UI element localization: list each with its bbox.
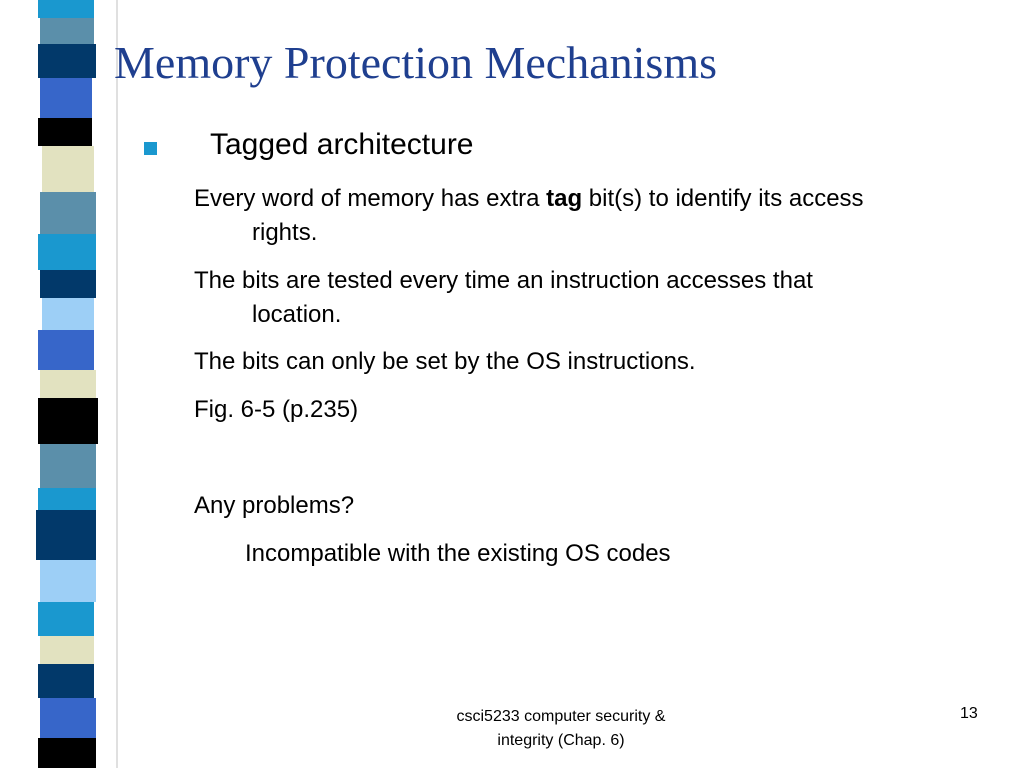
paragraph-tested (194, 264, 813, 332)
stripe-block (38, 664, 94, 698)
stripe-block (42, 146, 94, 192)
footer-line: integrity (Chap. 6) (497, 732, 625, 749)
stripe-block (40, 560, 96, 602)
paragraph-answer: Incompatible with the existing OS codes (245, 540, 671, 567)
stripe-block (40, 18, 94, 44)
stripe-block (38, 44, 96, 78)
bold-term: tag (546, 185, 583, 212)
continuation-line: location. (252, 301, 342, 328)
stripe-block (40, 636, 94, 664)
continuation-line: rights. (252, 219, 318, 246)
footer-course (404, 705, 718, 753)
page-number: 13 (960, 705, 978, 722)
stripe-block (42, 298, 94, 330)
stripe-block (40, 370, 96, 398)
stripe-block (38, 0, 94, 18)
stripe-divider (116, 0, 118, 768)
paragraph-tag-bits (194, 182, 864, 250)
stripe-block (40, 192, 96, 234)
stripe-blocks (0, 0, 118, 768)
stripe-block (40, 698, 96, 738)
paragraph-question: Any problems? (194, 492, 355, 519)
text-fragment: Every word of memory has extra (194, 185, 547, 212)
stripe-block (40, 444, 96, 488)
footer-line: csci5233 computer security & (456, 708, 666, 725)
stripe-block (38, 330, 94, 370)
stripe-block (38, 488, 96, 510)
paragraph-os-set: The bits can only be set by the OS instructions. (194, 348, 696, 375)
stripe-block (38, 398, 98, 444)
stripe-block (38, 738, 96, 768)
paragraph-figure-ref: Fig. 6-5 (p.235) (194, 396, 359, 423)
bullet-square-icon (144, 142, 157, 155)
stripe-block (36, 510, 96, 560)
stripe-block (38, 234, 96, 270)
bullet-heading: Tagged architecture (210, 128, 474, 161)
decorative-stripe-band (0, 0, 120, 768)
slide-title: Memory Protection Mechanisms (114, 37, 718, 88)
stripe-block (40, 270, 96, 298)
stripe-block (38, 118, 92, 146)
text-fragment: bit(s) to identify its access (582, 185, 864, 212)
stripe-block (40, 78, 92, 118)
stripe-block (38, 602, 94, 636)
text-line: The bits are tested every time an instruction accesses that (194, 267, 813, 294)
